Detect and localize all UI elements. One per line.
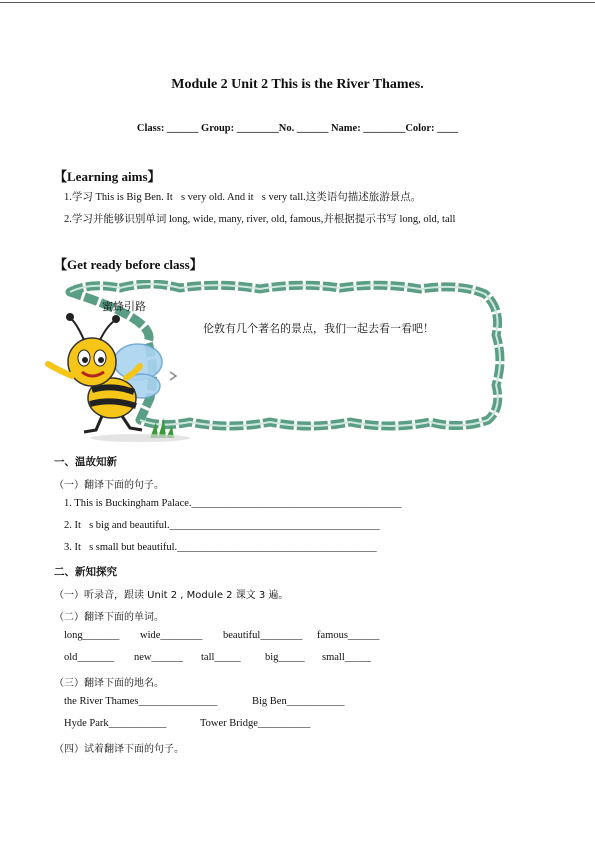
banner-text: 伦敦有几个著名的景点，我们一起去看一看吧！ — [203, 322, 434, 335]
part2-sub3: （三）翻译下面的地名。 — [54, 678, 164, 689]
student-info-line: Class: ______ Group: ________No. ______ Name: ________Color: ____ — [136, 123, 459, 134]
place-blank: Big Ben___________ — [252, 696, 345, 707]
part2-sub4: （四）试着翻译下面的句子。 — [54, 744, 184, 755]
part1-heading: 一、温故知新 — [54, 456, 117, 468]
word-blank: long_______ — [64, 630, 120, 641]
word-blank: tall_____ — [201, 652, 241, 663]
place-blank: Tower Bridge__________ — [200, 718, 311, 729]
page-title: Module 2 Unit 2 This is the River Thames. — [171, 77, 424, 92]
part1-item: 1. This is Buckingham Palace.________________________________________ — [64, 498, 402, 509]
bee-head — [68, 338, 116, 386]
word-blank: wide________ — [140, 630, 203, 641]
learning-aims-heading: 【Learning aims】 — [54, 169, 161, 184]
word-blank: beautiful________ — [223, 630, 303, 641]
part1-item: 2. It s big and beautiful.________________________________________ — [64, 520, 380, 531]
aim-item: 2.学习并能够识别单词 long, wide, many, river, old, famous,并根据提示书写 long, old, tall — [64, 214, 456, 225]
word-blank: new______ — [134, 652, 183, 663]
word-blank: big_____ — [265, 652, 305, 663]
part2-sub2: （二）翻译下面的单词。 — [54, 612, 164, 623]
part2-heading: 二、新知探究 — [54, 566, 117, 578]
word-blank: small_____ — [322, 652, 371, 663]
word-blank: old_______ — [64, 652, 115, 663]
part2-sub1: （一）听录音，跟读 Unit 2 , Module 2 课文 3 遍。 — [54, 590, 289, 601]
banner-title: 蜜蜂引路 — [102, 300, 146, 313]
place-blank: the River Thames_______________ — [64, 696, 218, 707]
word-blank: famous______ — [317, 630, 380, 641]
top-rule — [0, 2, 595, 3]
place-blank: Hyde Park___________ — [64, 718, 167, 729]
part1-sub: （一）翻译下面的句子。 — [54, 480, 164, 491]
aim-item: 1.学习 This is Big Ben. It s very old. And it s very tall.这类语句描述旅游景点。 — [64, 192, 422, 203]
get-ready-heading: 【Get ready before class】 — [54, 257, 203, 272]
part1-item: 3. It s small but beautiful.______________________________________ — [64, 542, 377, 553]
